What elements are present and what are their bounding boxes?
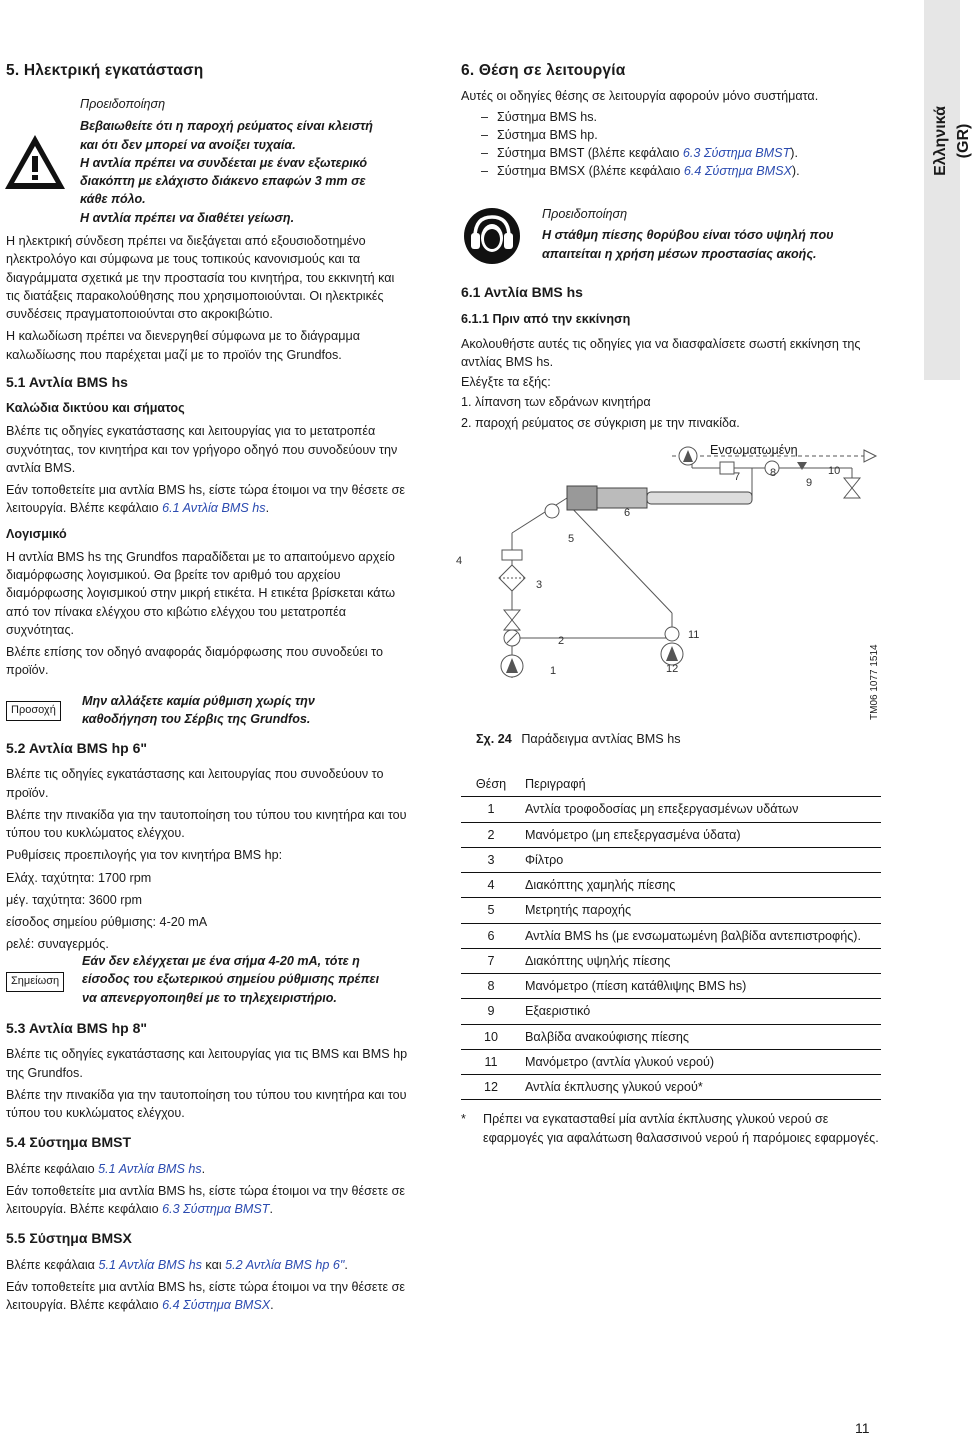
paragraph: Βλέπε τις οδηγίες εγκατάστασης και λειτουργίας που συνοδεύουν το προϊόν. <box>6 767 384 800</box>
figure-caption-text: Παράδειγμα αντλίας BMS hs <box>521 732 681 746</box>
check-item: 2. παροχή ρεύματος σε σύγκριση με την πινακίδα. <box>461 415 740 430</box>
section-6-1-title: 6.1 Αντλία BMS hs <box>461 284 583 300</box>
list-item: – Σύστημα BMS hs. <box>461 108 881 126</box>
footnote-star: * <box>461 1112 466 1127</box>
table-cell-description: Φίλτρο <box>521 847 881 872</box>
section-6-title: 6. Θέση σε λειτουργία <box>461 62 626 79</box>
table-cell-description: Αντλία τροφοδοσίας μη επεξεργασμένων υδάτων <box>521 797 881 822</box>
fig-label-11: 11 <box>688 629 700 641</box>
noise-warning <box>542 205 887 263</box>
note-line: είσοδος του εξωτερικού σημείου ρύθμισης πρέπει <box>82 972 380 987</box>
paragraph: ρελέ: συναγερμός. <box>6 937 109 952</box>
paragraph: Αυτές οι οδηγίες θέσης σε λειτουργία αφορούν μόνο συστήματα. <box>461 89 819 104</box>
fig-label-12: 12 <box>666 663 679 675</box>
table-row <box>461 797 881 822</box>
warning-line: Βεβαιωθείτε ότι η παροχή ρεύματος είναι κλειστή <box>80 119 373 134</box>
paragraph: Ελέγξτε τα εξής: <box>461 375 551 390</box>
note-line: να απενεργοποιηθεί με το τηλεχειριστήριο. <box>82 990 337 1005</box>
table-row <box>461 974 881 999</box>
table-cell-description: Μετρητής παροχής <box>521 898 881 923</box>
footnote <box>461 1110 881 1147</box>
link-6-3[interactable]: 6.3 Σύστημα BMST <box>682 146 791 161</box>
warning-title: Προειδοποίηση <box>80 97 166 111</box>
table-head-description: Περιγραφή <box>521 772 881 797</box>
fig-label-2: 2 <box>558 635 565 647</box>
language-tab-label: Ελληνικά (GR) <box>932 106 973 176</box>
table-cell-position: 6 <box>461 923 521 948</box>
warning-box <box>80 95 420 227</box>
table-head-position: Θέση <box>461 772 521 797</box>
paragraph: Ρυθμίσεις προεπιλογής για τον κινητήρα BMS hp: <box>6 848 283 863</box>
caution-text <box>82 692 412 729</box>
table-cell-position: 8 <box>461 974 521 999</box>
paragraph: Εάν τοποθετείτε μια αντλία BMS hs, είστε τώρα έτοιμοι να την θέσετε σε λειτουργία. Βλέπε κεφάλαιο 6.1 Αντλία BMS hs. <box>6 483 406 516</box>
fig-label-5: 5 <box>568 533 575 545</box>
warning-line: κάθε πόλο. <box>80 192 146 207</box>
table-row <box>461 873 881 898</box>
table-row <box>461 847 881 872</box>
fig-label-1: 1 <box>550 665 557 677</box>
table-row <box>461 923 881 948</box>
table-cell-position: 9 <box>461 999 521 1024</box>
table-cell-position: 10 <box>461 1024 521 1049</box>
warning-line: διακόπτη με ελάχιστο διάκενο επαφών 3 mm σε <box>80 174 366 188</box>
section-5-3-title: 5.3 Αντλία BMS hp 8" <box>6 1020 148 1036</box>
paragraph: είσοδος σημείου ρύθμισης: 4-20 mA <box>6 915 208 930</box>
paragraph: Βλέπε την πινακίδα για την ταυτοποίηση του τύπου του κινητήρα και του τύπου του κυκλώματος ελέγχου. <box>6 1087 407 1121</box>
fig-label-8: 8 <box>770 467 777 479</box>
section-5-2-title: 5.2 Αντλία BMS hp 6" <box>6 740 148 756</box>
fig-label-3: 3 <box>536 579 543 591</box>
table-cell-position: 4 <box>461 873 521 898</box>
table-cell-description: Μανόμετρο (αντλία γλυκού νερού) <box>521 1049 881 1074</box>
note-line: Εάν δεν ελέγχεται με ένα σήμα 4-20 mA, τότε η <box>82 954 360 968</box>
software-title: Λογισμικό <box>6 526 67 541</box>
warning-line: Η αντλία πρέπει να διαθέτει γείωση. <box>80 210 295 225</box>
table-cell-position: 3 <box>461 847 521 872</box>
language-tab <box>924 0 973 380</box>
list-item: – Σύστημα BMSX (βλέπε κεφάλαιο 6.4 Σύστημα BMSX). <box>461 162 881 180</box>
warning-line: απαιτείται η χρήση μέσων προστασίας ακοής. <box>542 246 817 261</box>
built-in-label: Ενσωματωμένη <box>710 443 798 457</box>
caution-line: Μην αλλάξετε καμία ρύθμιση χωρίς την <box>82 694 315 708</box>
section-5-4-title: 5.4 Σύστημα BMST <box>6 1134 132 1151</box>
warning-line: και ότι δεν μπορεί να ανοίξει τυχαία. <box>80 137 296 152</box>
warning-title: Προειδοποίηση <box>542 207 628 221</box>
fig-label-6: 6 <box>624 507 631 519</box>
paragraph: Βλέπε κεφάλαια 5.1 Αντλία BMS hs και 5.2 Αντλία BMS hp 6". <box>6 1257 348 1272</box>
table-cell-description: Διακόπτης χαμηλής πίεσης <box>521 873 881 898</box>
table-cell-description: Αντλία έκπλυσης γλυκού νερού* <box>521 1075 881 1100</box>
fig-label-10: 10 <box>828 465 841 477</box>
check-item: 1. λίπανση των εδράνων κινητήρα <box>461 395 651 410</box>
note-badge: Σημείωση <box>6 972 64 992</box>
figure-caption <box>476 730 876 748</box>
link-6-3[interactable]: 6.3 Σύστημα BMST <box>162 1202 270 1217</box>
list-item: – Σύστημα BMS hp. <box>461 126 881 144</box>
footnote-text: Πρέπει να εγκατασταθεί μία αντλία έκπλυσης γλυκού νερού σε εφαρμογές για αφαλάτωση θαλασσινού νερού ή παρόμοιες εφαρμογές. <box>483 1112 879 1145</box>
link-6-1[interactable]: 6.1 Αντλία BMS hs <box>162 501 266 516</box>
right-column <box>461 60 881 181</box>
paragraph: Η καλωδίωση πρέπει να διενεργηθεί σύμφωνα με το διάγραμμα καλωδίωσης που παρέχεται μαζί με το προϊόν της Grundfos. <box>6 329 361 362</box>
figure-code: TM06 1077 1514 <box>869 644 880 720</box>
caution-line: καθοδήγηση του Σέρβις της Grundfos. <box>82 712 311 727</box>
positions-table-wrap <box>461 772 881 1147</box>
bms-hs-diagram <box>452 438 892 728</box>
table-row <box>461 999 881 1024</box>
cables-title: Καλώδια δικτύου και σήματος <box>6 401 185 416</box>
link-6-4[interactable]: 6.4 Σύστημα BMSX <box>683 164 792 179</box>
table-cell-position: 11 <box>461 1049 521 1074</box>
section-6-1-1-title: 6.1.1 Πριν από την εκκίνηση <box>461 312 631 327</box>
section-5-1-title: 5.1 Αντλία BMS hs <box>6 373 128 390</box>
note-text <box>82 952 422 1007</box>
paragraph: Βλέπε την πινακίδα για την ταυτοποίηση του τύπου του κινητήρα και του τύπου του κυκλώματος ελέγχου. <box>6 807 407 841</box>
table-row <box>461 1075 881 1100</box>
link-5-1[interactable]: 5.1 Αντλία BMS hs <box>98 1161 202 1176</box>
paragraph: Βλέπε τις οδηγίες εγκατάστασης και λειτουργίας για τις BMS και BMS hp της Grundfos. <box>6 1047 408 1080</box>
paragraph: Ελάχ. ταχύτητα: 1700 rpm <box>6 870 152 885</box>
table-row <box>461 1024 881 1049</box>
table-row <box>461 1049 881 1074</box>
page-number: 11 <box>855 1420 870 1436</box>
system-list <box>461 108 881 181</box>
section-5-title: 5. Ηλεκτρική εγκατάσταση <box>6 62 204 79</box>
caution-badge: Προσοχή <box>6 701 61 721</box>
paragraph: Η αντλία BMS hs της Grundfos παραδίδεται με το απαιτούμενο αρχείο διαμόρφωσης λογισμικού. Θα βρείτε τον αριθμό του αρχείου διαμόρφωσης λογισμικού στην μικρή ετικέτα. Η ετικέτα βρίσκεται κάτω από τον πίνακα ελέγχου στο κιβώτιο ελέγχου του μετατροπέα συχνότητας. <box>6 549 396 637</box>
table-cell-description: Εξαεριστικό <box>521 999 881 1024</box>
table-row <box>461 948 881 973</box>
figure-number: Σχ. 24 <box>476 732 512 746</box>
section-5-2 <box>6 738 411 954</box>
link-5-1[interactable]: 5.1 Αντλία BMS hs <box>98 1257 202 1272</box>
warning-line: Η αντλία πρέπει να συνδέεται με έναν εξωτερικό <box>80 155 368 170</box>
table-cell-description: Αντλία BMS hs (με ενσωματωμένη βαλβίδα αντεπιστροφής). <box>521 923 881 948</box>
paragraph: Εάν τοποθετείτε μια αντλία BMS hs, είστε τώρα έτοιμοι να την θέσετε σε λειτουργία. Βλέπε κεφάλαιο 6.3 Σύστημα BMST. <box>6 1183 406 1217</box>
warning-line: Η στάθμη πίεσης θορύβου είναι τόσο υψηλή που <box>542 228 834 243</box>
table-cell-description: Διακόπτης υψηλής πίεσης <box>521 948 881 973</box>
table-row <box>461 822 881 847</box>
fig-label-7: 7 <box>734 471 741 483</box>
table-cell-description: Μανόμετρο (μη επεξεργασμένα ύδατα) <box>521 822 881 847</box>
section-5-5-title: 5.5 Σύστημα BMSX <box>6 1230 132 1247</box>
section-6-1 <box>461 282 881 432</box>
table-cell-position: 1 <box>461 797 521 822</box>
left-body <box>6 232 411 680</box>
table-cell-position: 5 <box>461 898 521 923</box>
table-row <box>461 898 881 923</box>
paragraph: Η ηλεκτρική σύνδεση πρέπει να διεξάγεται από εξουσιοδοτημένο ηλεκτρολόγο και σύμφωνα με τους τοπικούς κανονισμούς και τα διαγράμματα σχετικά με την προστασία του κινητήρα, του εκκινητή και τις διατάξεις παρακολούθησης που χρησιμοποιούνται. Οι ηλεκτρικές συνδέσεις πραγματοποιούνται στο ακροκιβώτιο. <box>6 234 395 321</box>
paragraph: Εάν τοποθετείτε μια αντλία BMS hs, είστε τώρα έτοιμοι να την θέσετε σε λειτουργία. Βλέπε κεφάλαιο 6.4 Σύστημα BMSX. <box>6 1279 406 1313</box>
link-6-4[interactable]: 6.4 Σύστημα BMSX <box>162 1298 271 1313</box>
left-column <box>6 60 406 82</box>
link-5-2[interactable]: 5.2 Αντλία BMS hp 6" <box>225 1257 345 1272</box>
table-cell-description: Βαλβίδα ανακούφισης πίεσης <box>521 1024 881 1049</box>
table-cell-position: 2 <box>461 822 521 847</box>
sections-5-3-to-5-5 <box>6 1018 411 1314</box>
paragraph: Ακολουθήστε αυτές τις οδηγίες για να διασφαλίσετε σωστή εκκίνηση της αντλίας BMS hs. <box>461 336 861 369</box>
list-item: – Σύστημα BMST (βλέπε κεφάλαιο 6.3 Σύστημα BMST). <box>461 144 881 162</box>
positions-table <box>461 772 881 1100</box>
fig-label-4: 4 <box>456 555 463 567</box>
table-cell-position: 7 <box>461 948 521 973</box>
fig-label-9: 9 <box>806 477 813 489</box>
table-cell-description: Μανόμετρο (πίεση κατάθλιψης BMS hs) <box>521 974 881 999</box>
paragraph: Βλέπε κεφάλαιο 5.1 Αντλία BMS hs. <box>6 1161 206 1176</box>
paragraph: μέγ. ταχύτητα: 3600 rpm <box>6 892 142 907</box>
table-cell-position: 12 <box>461 1075 521 1100</box>
paragraph: Βλέπε επίσης τον οδηγό αναφοράς διαμόρφωσης που συνοδεύει το προϊόν. <box>6 645 383 678</box>
ear-protection-icon <box>463 207 521 265</box>
paragraph: Βλέπε τις οδηγίες εγκατάστασης και λειτουργίας για το μετατροπέα συχνότητας, τον κινητήρα και τον γρήγορο οδηγό που συνοδεύουν την αντλία BMS. <box>6 424 398 475</box>
warning-triangle-icon <box>2 132 68 192</box>
